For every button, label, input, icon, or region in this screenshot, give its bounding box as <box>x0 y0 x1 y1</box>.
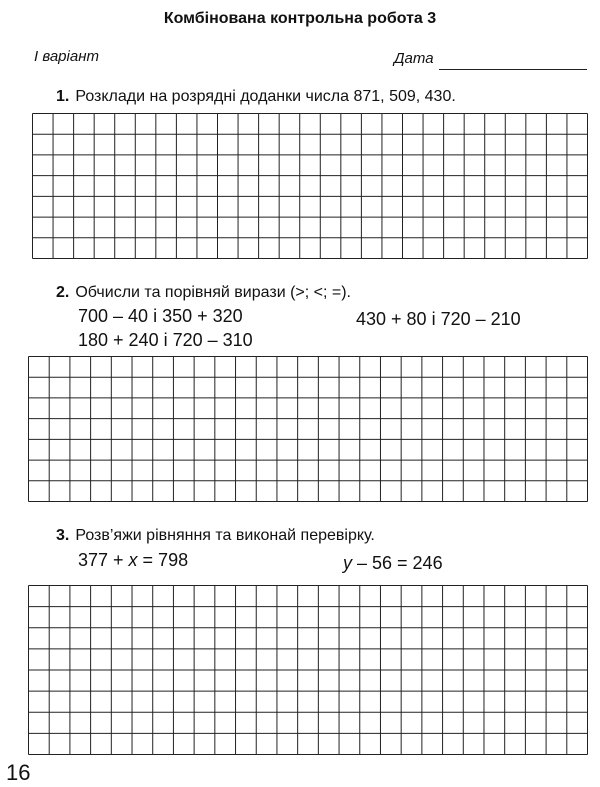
task-1-number: 1. <box>56 88 70 105</box>
page-title: Комбінована контрольна робота 3 <box>163 10 437 27</box>
expression-1: 700 – 40 і 350 + 320 <box>78 306 243 326</box>
expression-2: 180 + 240 і 720 – 310 <box>78 330 253 350</box>
date-label: Дата <box>394 50 434 67</box>
equation-1 <box>78 550 188 571</box>
date-field-line <box>439 69 587 70</box>
task-2-number: 2. <box>56 284 70 301</box>
equation-1-left: 377 + <box>78 550 129 570</box>
task-2 <box>56 284 351 302</box>
equation-2 <box>343 553 443 574</box>
task-1 <box>56 88 456 106</box>
answer-grid-2 <box>28 356 588 502</box>
answer-grid-3 <box>28 585 588 755</box>
variant-label: І варіант <box>34 48 99 65</box>
page-number: 16 <box>6 760 31 785</box>
task-1-text: Розклади на розрядні доданки числа 871, 509, 430. <box>75 88 456 105</box>
expression-3: 430 + 80 і 720 – 210 <box>356 309 521 329</box>
equation-2-variable: y <box>343 553 352 573</box>
equation-1-variable: x <box>128 550 138 570</box>
task-3 <box>56 527 375 545</box>
equation-2-right: – 56 = 246 <box>352 553 443 573</box>
answer-grid-1 <box>32 113 588 259</box>
task-2-text: Обчисли та порівняй вирази (>; <; =). <box>75 284 351 301</box>
task-3-number: 3. <box>56 527 70 544</box>
equation-1-right: = 798 <box>137 550 189 570</box>
task-3-text: Розв’яжи рівняння та виконай перевірку. <box>75 527 375 544</box>
